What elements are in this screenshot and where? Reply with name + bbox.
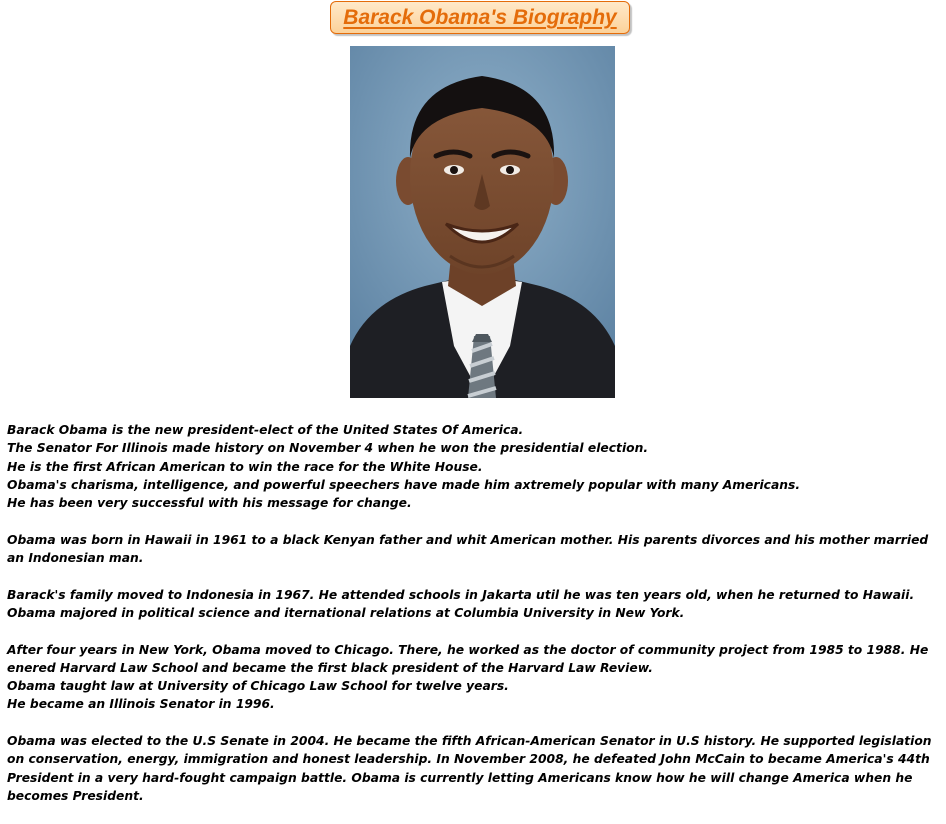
bio-line: Obama taught law at University of Chicago Law School for twelve years.: [7, 679, 509, 694]
bio-line: Obama's charisma, intelligence, and powerful speechers have made him axtremely popular with many Americans.: [7, 477, 801, 492]
bio-line: Obama majored in political science and iternational relations at Columbia University in New York.: [7, 605, 685, 620]
title-banner: [330, 1, 632, 36]
bio-line: Obama was born in Hawaii in 1961 to a black Kenyan father and whit American mother. His parents divorces and his mother married an Indonesian man.: [7, 532, 929, 566]
portrait-photo: [350, 46, 615, 398]
bio-line: Obama was elected to the U.S Senate in 2004. He became the fifth African-American Senator in U.S history. He supported legislation on conservation, energy, immigration and honest leadership. In November 2008, he defeated John McCain to became America's 44th President in a very hard-fought campaign battle. Obama is currently letting Americans know how he will change America when he becomes President.: [7, 734, 932, 803]
page-title: Barack Obama's Biography: [343, 6, 617, 29]
bio-line: After four years in New York, Obama moved to Chicago. There, he worked as the doctor of community project from 1985 to 1988. He enered Harvard Law School and became the first black president of the Harvard Law Review.: [7, 642, 929, 675]
bio-paragraph-1: [7, 421, 942, 512]
bio-line: Barack's family moved to Indonesia in 1967. He attended schools in Jakarta util he was ten years old, when he returned to Hawaii.: [7, 587, 915, 602]
right-pupil: [506, 166, 514, 174]
left-pupil: [450, 166, 458, 174]
bio-line: He became an Illinois Senator in 1996.: [7, 697, 275, 712]
bio-line: Barack Obama is the new president-elect of the United States Of America.: [7, 423, 524, 437]
bio-paragraph-3: [7, 586, 942, 623]
bio-paragraph-5: [7, 732, 942, 805]
bio-paragraph-2: [7, 531, 942, 568]
title-box: [330, 1, 630, 34]
biography-text: [7, 421, 942, 824]
bio-line: He is the first African American to win the race for the White House.: [7, 459, 483, 474]
bio-line: The Senator For Illinois made history on November 4 when he won the presidential election.: [7, 441, 649, 456]
bio-line: He has been very successful with his message for change.: [7, 496, 412, 511]
portrait-illustration: [350, 46, 615, 398]
bio-paragraph-4: [7, 641, 942, 714]
